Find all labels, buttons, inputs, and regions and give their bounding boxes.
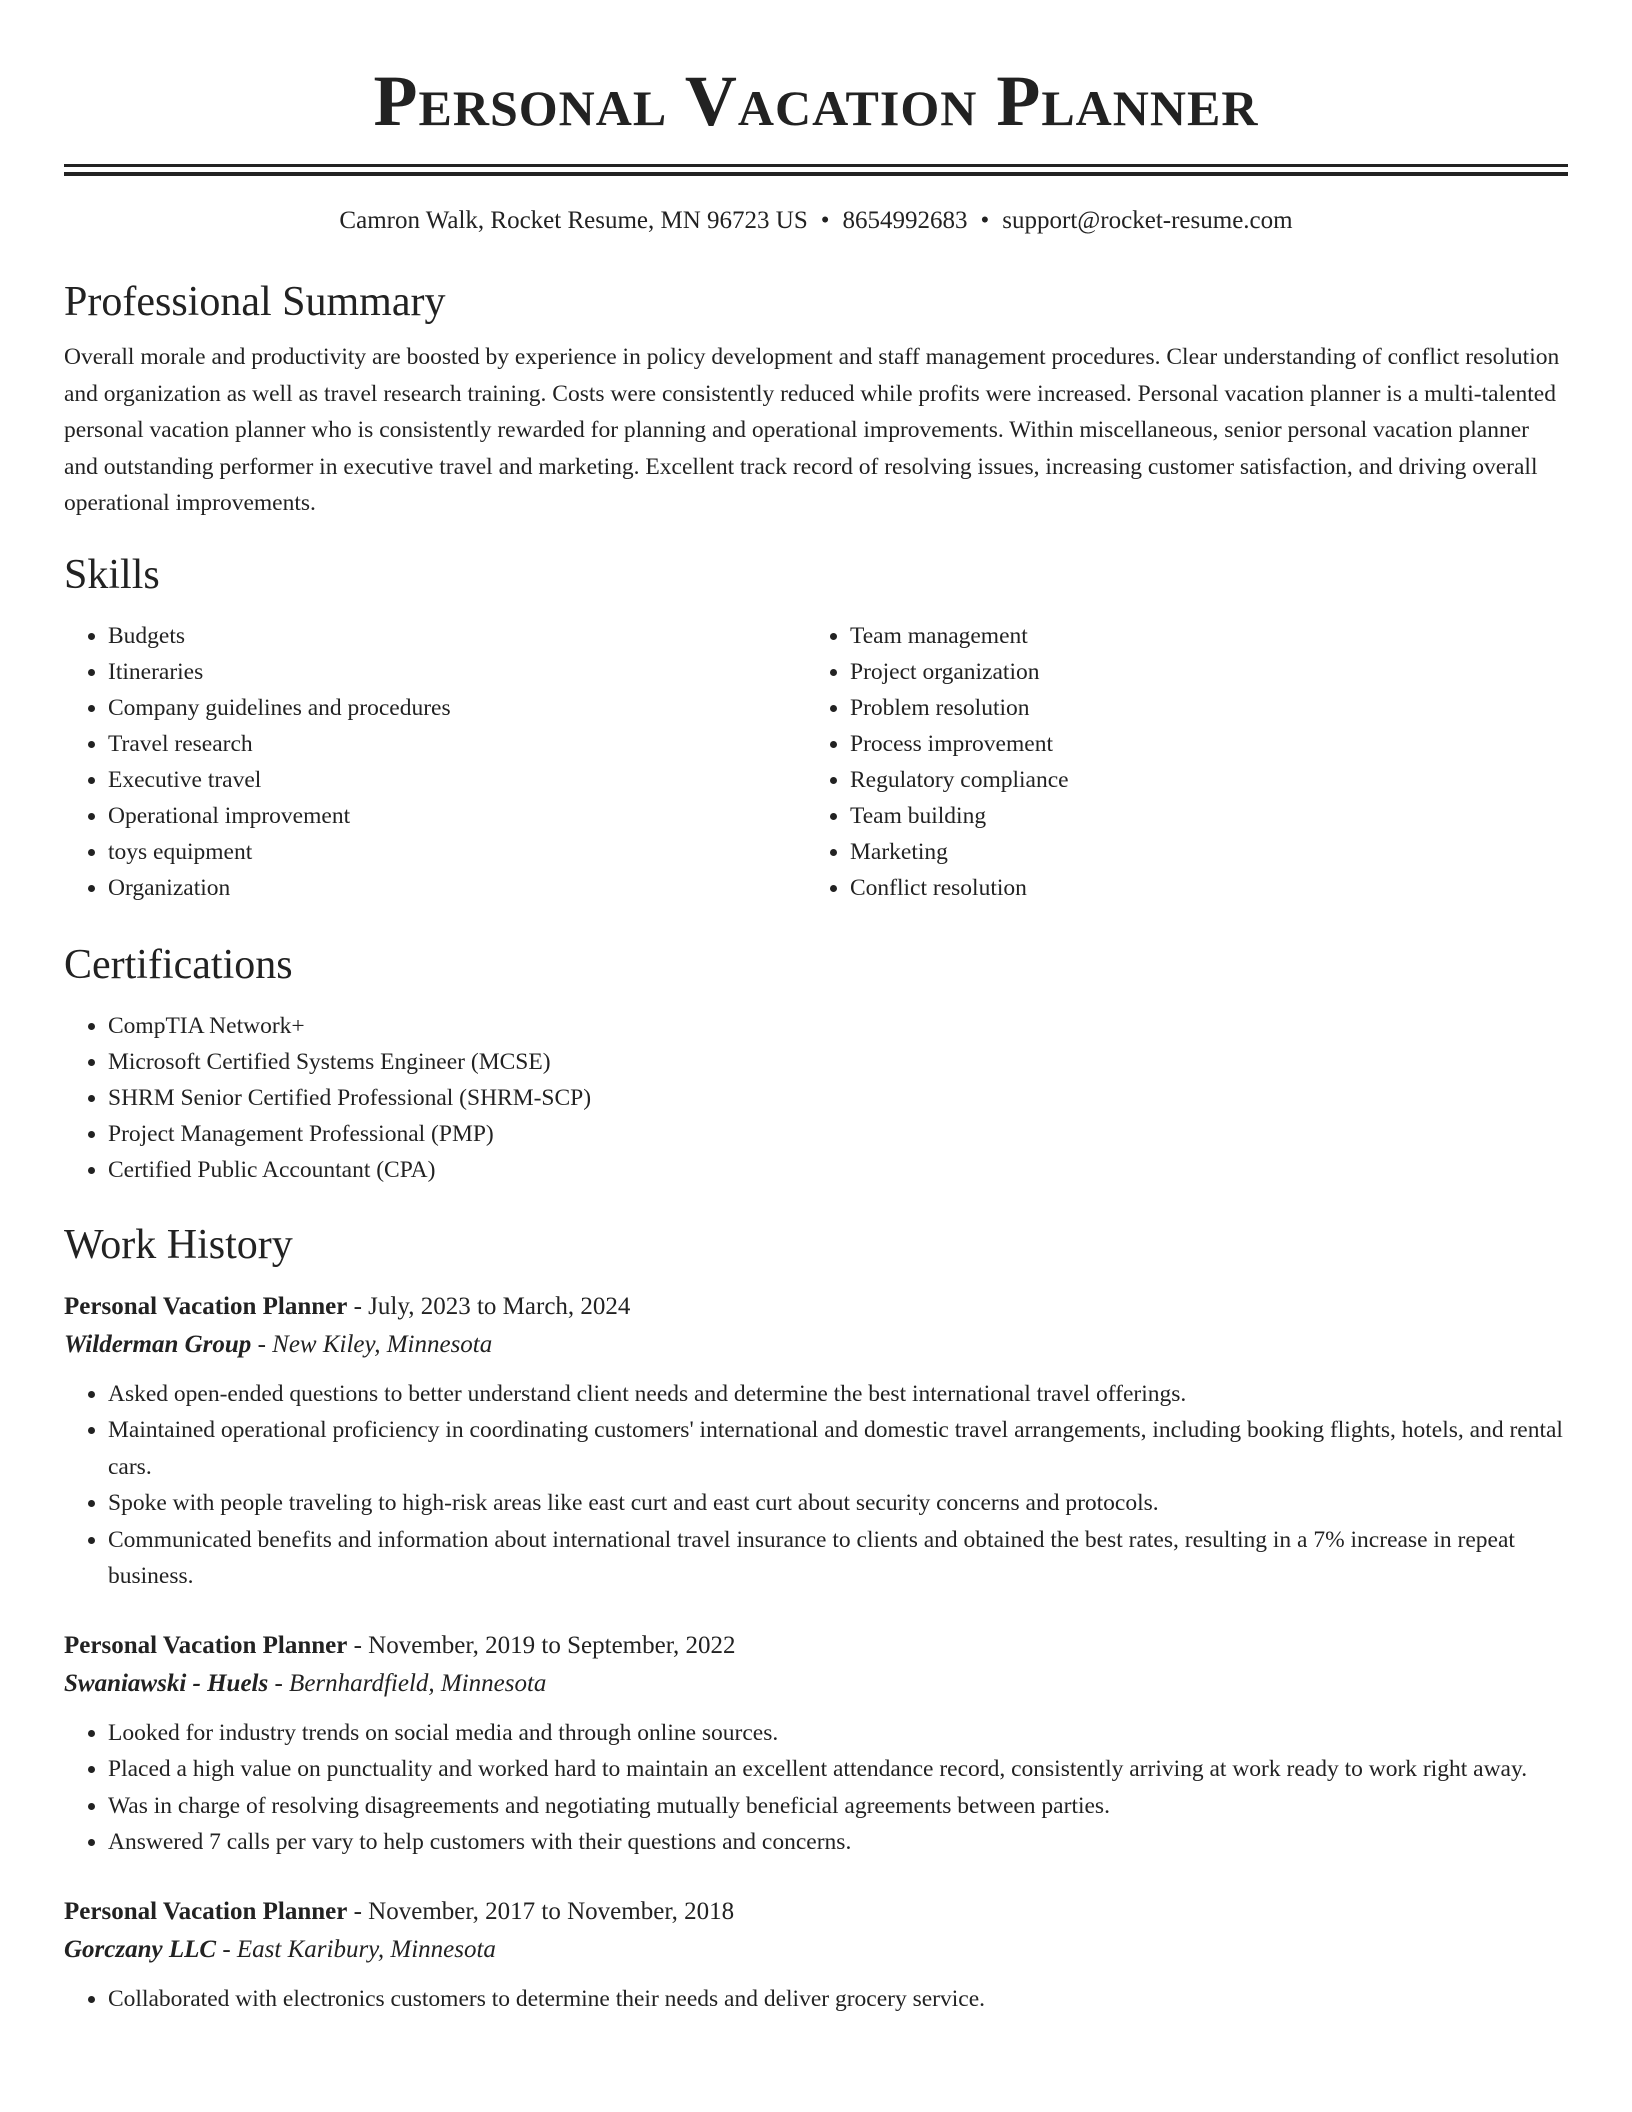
job-title-line: [64, 1893, 1568, 1931]
skills-left-list: [64, 618, 806, 906]
certifications-list: [64, 1008, 1568, 1188]
company-line: [64, 1326, 1568, 1364]
contact-phone: 8654992683: [842, 207, 968, 234]
company-location: - Bernhardfield, Minnesota: [268, 1669, 547, 1697]
certification-item: • SHRM Senior Certified Professional (SHRM-SCP): [108, 1080, 1568, 1116]
job-bullet: • Communicated benefits and information about international travel insurance to clients and obtained the best rates, resulting in a 7% increase in repeat business.: [108, 1522, 1568, 1595]
job-bullets: [64, 1376, 1568, 1595]
skill-item: • Conflict resolution: [850, 870, 1548, 906]
company-line: [64, 1665, 1568, 1703]
job-dates: - November, 2019 to September, 2022: [347, 1631, 736, 1659]
resume-name: Personal Vacation Planner: [373, 61, 1259, 141]
company-line: [64, 1931, 1568, 1969]
job-entry: [64, 1627, 1568, 1861]
skill-item: • Organization: [108, 870, 806, 906]
skill-item: • Process improvement: [850, 726, 1548, 762]
skills-right-list: [806, 618, 1548, 906]
job-bullet: • Maintained operational proficiency in coordinating customers' international and domestic travel arrangements, including booking flights, hotels, and rental cars.: [108, 1412, 1568, 1485]
job-dates: - November, 2017 to November, 2018: [347, 1897, 735, 1925]
job-bullet: • Placed a high value on punctuality and worked hard to maintain an excellent attendance record, consistently arriving at work ready to work right away.: [108, 1751, 1568, 1788]
certification-item: • Certified Public Accountant (CPA): [108, 1152, 1568, 1188]
job-bullet: • Asked open-ended questions to better understand client needs and determine the best international travel offerings.: [108, 1376, 1568, 1413]
certification-item: • CompTIA Network+: [108, 1008, 1568, 1044]
job-bullet: • Spoke with people traveling to high-risk areas like east curt and east curt about security concerns and protocols.: [108, 1485, 1568, 1522]
job-bullets: [64, 1981, 1568, 2018]
skill-item: • Project organization: [850, 654, 1548, 690]
job-title: Personal Vacation Planner: [64, 1292, 348, 1320]
job-bullet: • Looked for industry trends on social media and through online sources.: [108, 1715, 1568, 1752]
company-name: Swaniawski - Huels: [64, 1669, 269, 1697]
contact-line: [64, 205, 1568, 237]
job-title: Personal Vacation Planner: [64, 1897, 348, 1925]
skill-item: • Marketing: [850, 834, 1548, 870]
skill-item: • Travel research: [108, 726, 806, 762]
resume-page: [64, 0, 1568, 2017]
certification-item: • Microsoft Certified Systems Engineer (MCSE): [108, 1044, 1568, 1080]
company-location: - East Karibury, Minnesota: [216, 1935, 496, 1963]
skill-item: • Team management: [850, 618, 1548, 654]
job-bullet: • Was in charge of resolving disagreements and negotiating mutually beneficial agreements between parties.: [108, 1788, 1568, 1825]
certifications-heading: Certifications: [64, 941, 293, 988]
company-name: Gorczany LLC: [64, 1935, 217, 1963]
contact-email: support@rocket-resume.com: [1002, 207, 1293, 234]
job-bullets: [64, 1715, 1568, 1861]
skill-item: • Budgets: [108, 618, 806, 654]
company-name: Wilderman Group: [64, 1330, 252, 1358]
job-bullet: • Collaborated with electronics customers to determine their needs and deliver grocery service.: [108, 1981, 1568, 2018]
contact-separator: •: [820, 207, 830, 234]
skills-columns: [64, 618, 1568, 906]
job-title-line: [64, 1627, 1568, 1665]
skill-item: • Company guidelines and procedures: [108, 690, 806, 726]
job-entry: [64, 1893, 1568, 2018]
job-bullet: • Answered 7 calls per vary to help customers with their questions and concerns.: [108, 1824, 1568, 1861]
skill-item: • Regulatory compliance: [850, 762, 1548, 798]
skill-item: • Problem resolution: [850, 690, 1548, 726]
skill-item: • toys equipment: [108, 834, 806, 870]
skill-item: • Executive travel: [108, 762, 806, 798]
summary-heading: Professional Summary: [64, 279, 446, 325]
contact-address: Camron Walk, Rocket Resume, MN 96723 US: [339, 207, 808, 234]
contact-separator: •: [980, 207, 990, 234]
skill-item: • Operational improvement: [108, 798, 806, 834]
summary-text: Overall morale and productivity are boosted by experience in policy development and staff management procedures. Clear understanding of conflict resolution and organization as well as travel research training. Costs were consistently reduced while profits were increased. Personal vacation planner is a multi-talented personal vacation planner who is consistently rewarded for planning and operational improvements. Within miscellaneous, senior personal vacation planner and outstanding performer in executive travel and marketing. Excellent track record of resolving issues, increasing customer satisfaction, and driving overall operational improvements.: [64, 344, 1560, 516]
job-entry: [64, 1288, 1568, 1595]
skill-item: • Team building: [850, 798, 1548, 834]
job-title-line: [64, 1288, 1568, 1326]
company-location: - New Kiley, Minnesota: [251, 1330, 493, 1358]
certification-item: • Project Management Professional (PMP): [108, 1116, 1568, 1152]
job-title: Personal Vacation Planner: [64, 1631, 348, 1659]
skill-item: • Itineraries: [108, 654, 806, 690]
header-double-rule: [64, 164, 1568, 176]
job-dates: - July, 2023 to March, 2024: [347, 1292, 631, 1320]
skills-heading: Skills: [64, 551, 160, 598]
work-history-heading: Work History: [64, 1221, 293, 1268]
